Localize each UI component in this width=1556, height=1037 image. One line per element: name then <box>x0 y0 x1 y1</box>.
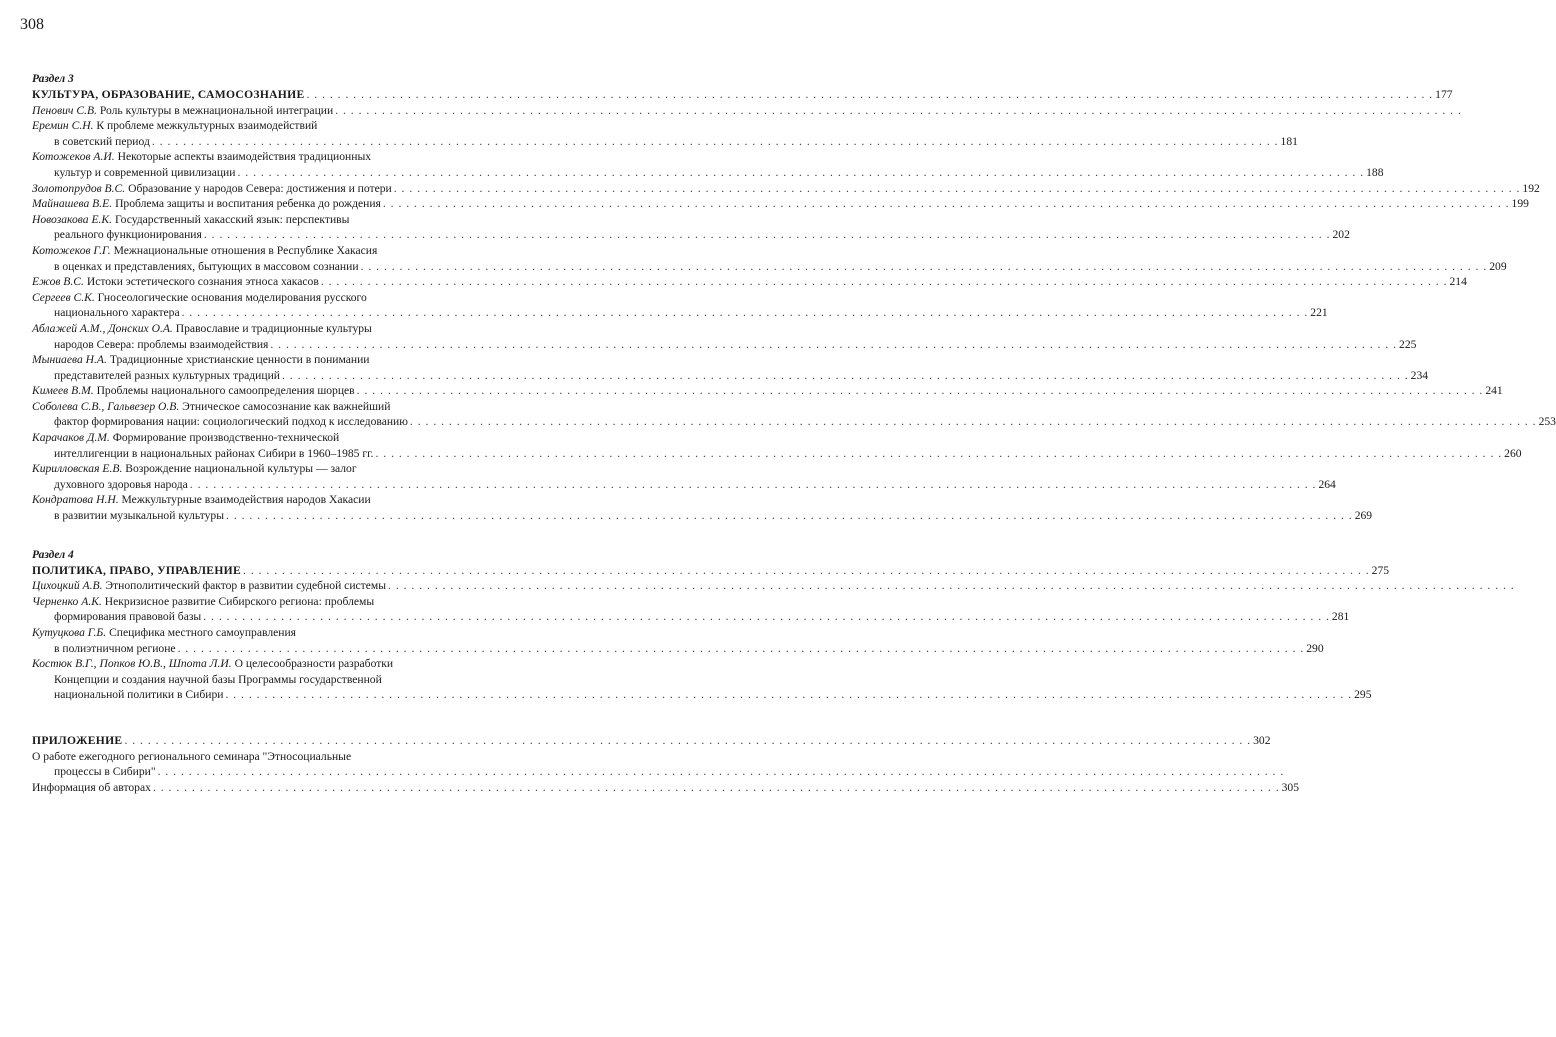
entry-title: Специфика местного самоуправления <box>109 626 296 639</box>
entry-title: народов Севера: проблемы взаимодействия <box>54 337 269 351</box>
toc-entry-line <box>32 321 624 337</box>
entry-text <box>54 134 150 150</box>
entry-text <box>32 149 371 165</box>
leader-dots <box>357 383 1484 399</box>
leader-dots <box>375 446 1502 462</box>
entry-text <box>54 259 359 275</box>
entry-title: О целесообразности разработки <box>234 657 394 671</box>
entry-author: Пенович С.В. <box>32 103 97 117</box>
leader-dots <box>182 305 1309 321</box>
entry-author: Черненко А.К. <box>32 594 102 608</box>
entry-text <box>32 196 381 212</box>
entry-author: Кирилловская Е.В. <box>32 462 123 476</box>
entry-author: Кутуцкова Г.Б. <box>32 626 107 639</box>
entry-page-number: 260 <box>1504 446 1522 460</box>
table-of-contents <box>32 72 1556 795</box>
entry-author: Майнашева В.Е. <box>32 197 113 211</box>
entry-text <box>32 383 355 399</box>
entry-title: Проблема защиты и воспитания ребенка до рождения <box>115 197 381 211</box>
entry-text <box>54 337 268 353</box>
entry-text <box>32 625 296 641</box>
section-label: Раздел 4 <box>32 548 74 561</box>
leader-dots <box>153 780 1280 796</box>
entry-text <box>54 414 408 430</box>
toc-entry-line <box>32 118 624 134</box>
toc-entry-line <box>32 578 624 594</box>
leader-dots <box>394 181 1521 197</box>
entry-text <box>32 461 357 477</box>
entry-text <box>54 227 202 243</box>
entry-text <box>32 103 333 119</box>
toc-entry-line <box>32 780 1299 796</box>
entry-title: Этнополитический фактор в развитии судебной системы <box>105 579 387 593</box>
leader-dots <box>282 368 1409 384</box>
leader-dots <box>124 733 1251 749</box>
leader-dots <box>361 259 1488 275</box>
toc-entry-line <box>32 383 1503 399</box>
entry-title: в оценках и представлениях, бытующих в массовом сознании <box>54 259 359 273</box>
leader-dots <box>158 764 1285 780</box>
toc-entry-line <box>32 641 1324 657</box>
leader-dots <box>203 609 1330 625</box>
leader-dots <box>388 578 1515 594</box>
entry-author: Еремин С.Н. <box>32 119 94 133</box>
leader-dots <box>237 165 1364 181</box>
section-spacer <box>32 524 624 548</box>
entry-author: Костюк В.Г., Попков Ю.В., Шпота Л.И. <box>32 657 232 671</box>
toc-entry-line <box>32 305 1328 321</box>
entry-author: Мыниаева Н.А. <box>32 353 107 367</box>
entry-text <box>32 578 386 594</box>
entry-title: в развитии музыкальной культуры <box>54 509 225 523</box>
leader-dots <box>226 508 1353 524</box>
entry-page-number: 253 <box>1538 415 1556 429</box>
leader-dots <box>152 134 1279 150</box>
leader-dots <box>190 477 1317 493</box>
entry-author: Карачаков Д.М. <box>32 431 110 445</box>
entry-page-number: 188 <box>1366 165 1384 179</box>
entry-page-number: 225 <box>1399 337 1417 351</box>
entry-text <box>32 274 319 290</box>
entry-text <box>32 118 317 134</box>
entry-page-number: 199 <box>1511 197 1529 211</box>
entry-author: Котожеков А.И. <box>32 150 115 164</box>
section-label: Раздел 3 <box>32 73 74 85</box>
entry-author: Соболева С.В., Гальвезер О.В. <box>32 399 180 413</box>
toc-entry-line <box>32 508 1373 524</box>
entry-text <box>32 492 371 508</box>
entry-author: Ежов В.С. <box>32 275 84 289</box>
entry-author: Кондратова Н.Н. <box>32 493 119 507</box>
entry-title: формирования правовой базы <box>54 610 202 624</box>
toc-entry-line <box>32 625 624 641</box>
entry-title: представителей разных культурных традиций <box>54 368 280 382</box>
entry-title: духовного здоровья народа <box>54 477 188 491</box>
entry-title: Межкультурные взаимодействия народов Хакасии <box>121 493 371 507</box>
toc-entry-line <box>32 196 1529 212</box>
section-page-number: 302 <box>1253 733 1271 747</box>
leader-dots <box>225 687 1352 703</box>
entry-text <box>32 399 390 415</box>
entry-title: интеллигенции в национальных районах Сибири в 1960–1985 гг. <box>54 446 374 460</box>
toc-entry-line <box>32 764 624 780</box>
toc-entry-line <box>32 477 1336 493</box>
section-heading <box>32 563 1390 579</box>
entry-text <box>54 508 224 524</box>
entry-text <box>32 181 392 197</box>
entry-title: О работе ежегодного регионального семинара "Этносоциальные <box>32 749 352 763</box>
leader-dots <box>383 196 1510 212</box>
entry-text <box>54 687 223 703</box>
toc-entry-line <box>32 492 624 508</box>
entry-title: в полиэтничном регионе <box>54 641 176 655</box>
toc-entry-line <box>32 274 1467 290</box>
entry-page-number: 241 <box>1485 384 1503 398</box>
entry-text <box>32 656 393 672</box>
entry-title: Образование у народов Севера: достижения и потери <box>128 181 392 195</box>
toc-entry-line <box>32 243 624 259</box>
toc-entry-line <box>32 594 624 610</box>
entry-text <box>54 446 373 462</box>
entry-title: К проблеме межкультурных взаимодействий <box>96 119 318 133</box>
entry-author: Сергеев С.К. <box>32 290 95 304</box>
entry-title: в советский период <box>54 134 150 148</box>
entry-title: Информация об авторах <box>32 780 151 794</box>
section-heading <box>32 87 1453 103</box>
entry-title: Традиционные христианские ценности в понимании <box>109 353 370 367</box>
entry-author: Цихоцкий А.В. <box>32 579 103 593</box>
section-title: ПРИЛОЖЕНИЕ <box>32 733 123 747</box>
entry-page-number: 305 <box>1281 780 1299 794</box>
entry-page-number: 209 <box>1489 259 1507 273</box>
entry-text <box>32 780 151 796</box>
entry-title: Истоки эстетического сознания этноса хакасов <box>86 275 319 289</box>
entry-title: национального характера <box>54 306 180 320</box>
entry-title: Некризисное развитие Сибирского региона: проблемы <box>104 594 375 608</box>
section-page-number: 177 <box>1435 88 1453 101</box>
entry-title: Возрождение национальной культуры — залог <box>125 462 357 476</box>
entry-page-number: 192 <box>1522 181 1540 195</box>
entry-title: процессы в Сибири" <box>54 765 156 779</box>
entry-text <box>32 321 372 337</box>
entry-page-number: 181 <box>1280 134 1298 148</box>
section-spacer <box>32 703 624 733</box>
toc-entry-line <box>32 212 624 228</box>
leader-dots <box>270 337 1397 353</box>
leader-dots <box>410 414 1537 430</box>
entry-author: Кимеев В.М. <box>32 384 94 398</box>
leader-dots <box>306 87 1433 103</box>
entry-title: Концепции и создания научной базы Программы государственной <box>54 672 382 686</box>
section-title: КУЛЬТУРА, ОБРАЗОВАНИЕ, САМОСОЗНАНИЕ <box>32 88 305 101</box>
toc-entry-line <box>32 414 1556 430</box>
entry-text <box>32 430 339 446</box>
entry-title: Этническое самосознание как важнейший <box>182 399 391 413</box>
toc-entry-line <box>32 609 1350 625</box>
entry-title: Некоторые аспекты взаимодействия традиционных <box>117 150 372 164</box>
toc-entry-line <box>32 227 1350 243</box>
toc-entry-line <box>32 368 1429 384</box>
entry-text <box>54 764 156 780</box>
entry-title: реального функционирования <box>54 228 202 242</box>
toc-entry-line <box>32 399 624 415</box>
entry-text <box>32 749 351 765</box>
entry-page-number: 295 <box>1354 688 1372 702</box>
leader-dots <box>204 227 1331 243</box>
entry-text <box>32 352 370 368</box>
entry-page-number: 264 <box>1318 477 1336 491</box>
toc-entry-line <box>32 672 624 688</box>
entry-title: национальной политики в Сибири <box>54 688 224 702</box>
entry-text <box>54 477 188 493</box>
entry-page-number: 234 <box>1410 368 1429 382</box>
entry-title: Православие и традиционные культуры <box>175 321 372 335</box>
entry-title: фактор формирования нации: социологический подход к исследованию <box>54 415 408 429</box>
leader-dots <box>335 103 1462 119</box>
entry-title: культур и современной цивилизации <box>54 165 236 179</box>
entry-title: Государственный хакасский язык: перспективы <box>114 212 350 226</box>
toc-entry-line <box>32 352 624 368</box>
leader-dots <box>321 274 1448 290</box>
entry-text <box>32 594 374 610</box>
entry-page-number: 290 <box>1306 641 1324 655</box>
toc-entry-line <box>32 134 1298 150</box>
entry-author: Золотопрудов В.С. <box>32 181 126 195</box>
toc-entry-line <box>32 181 1540 197</box>
toc-entry-line <box>32 149 624 165</box>
entry-title: Гносеологические основания моделирования русского <box>97 290 367 304</box>
toc-entry-line <box>32 446 1522 462</box>
toc-entry-line <box>32 687 1372 703</box>
entry-text <box>32 243 377 259</box>
toc-entry-line <box>32 259 1507 275</box>
toc-entry-line <box>32 749 624 765</box>
section-title: ПОЛИТИКА, ПРАВО, УПРАВЛЕНИЕ <box>32 563 242 577</box>
entry-text <box>32 212 349 228</box>
toc-entry-line <box>32 165 1384 181</box>
entry-author: Аблажей А.М., Донских О.А. <box>32 321 173 335</box>
entry-text <box>54 368 280 384</box>
toc-entry-line <box>32 290 624 306</box>
leader-dots <box>178 641 1305 657</box>
leader-dots <box>243 563 1370 579</box>
entry-text <box>54 165 235 181</box>
entry-page-number: 214 <box>1449 275 1467 289</box>
toc-entry-line <box>32 430 624 446</box>
entry-page-number: 281 <box>1331 610 1350 624</box>
entry-text <box>54 305 180 321</box>
toc-entry-line <box>32 103 624 119</box>
entry-title: Роль культуры в межнациональной интеграции <box>99 103 334 117</box>
entry-title: Проблемы национального самоопределения шорцев <box>96 384 355 398</box>
entry-text <box>54 672 382 688</box>
entry-page-number: 221 <box>1310 306 1328 320</box>
entry-title: Формирование производственно-технической <box>112 431 340 445</box>
entry-page-number: 202 <box>1332 228 1350 242</box>
section-page-number: 275 <box>1371 563 1390 577</box>
entry-text <box>54 609 201 625</box>
entry-text <box>32 290 367 306</box>
section-heading <box>32 733 1271 749</box>
entry-text <box>54 641 176 657</box>
entry-author: Новозакова Е.К. <box>32 212 113 226</box>
toc-entry-line <box>32 656 624 672</box>
entry-author: Котожеков Г.Г. <box>32 243 111 257</box>
toc-entry-line <box>32 337 1417 353</box>
toc-entry-line <box>32 461 624 477</box>
entry-title: Межнациональные отношения в Республике Хакасия <box>113 243 378 257</box>
entry-page-number: 269 <box>1354 509 1373 523</box>
page-number: 308 <box>20 16 44 33</box>
